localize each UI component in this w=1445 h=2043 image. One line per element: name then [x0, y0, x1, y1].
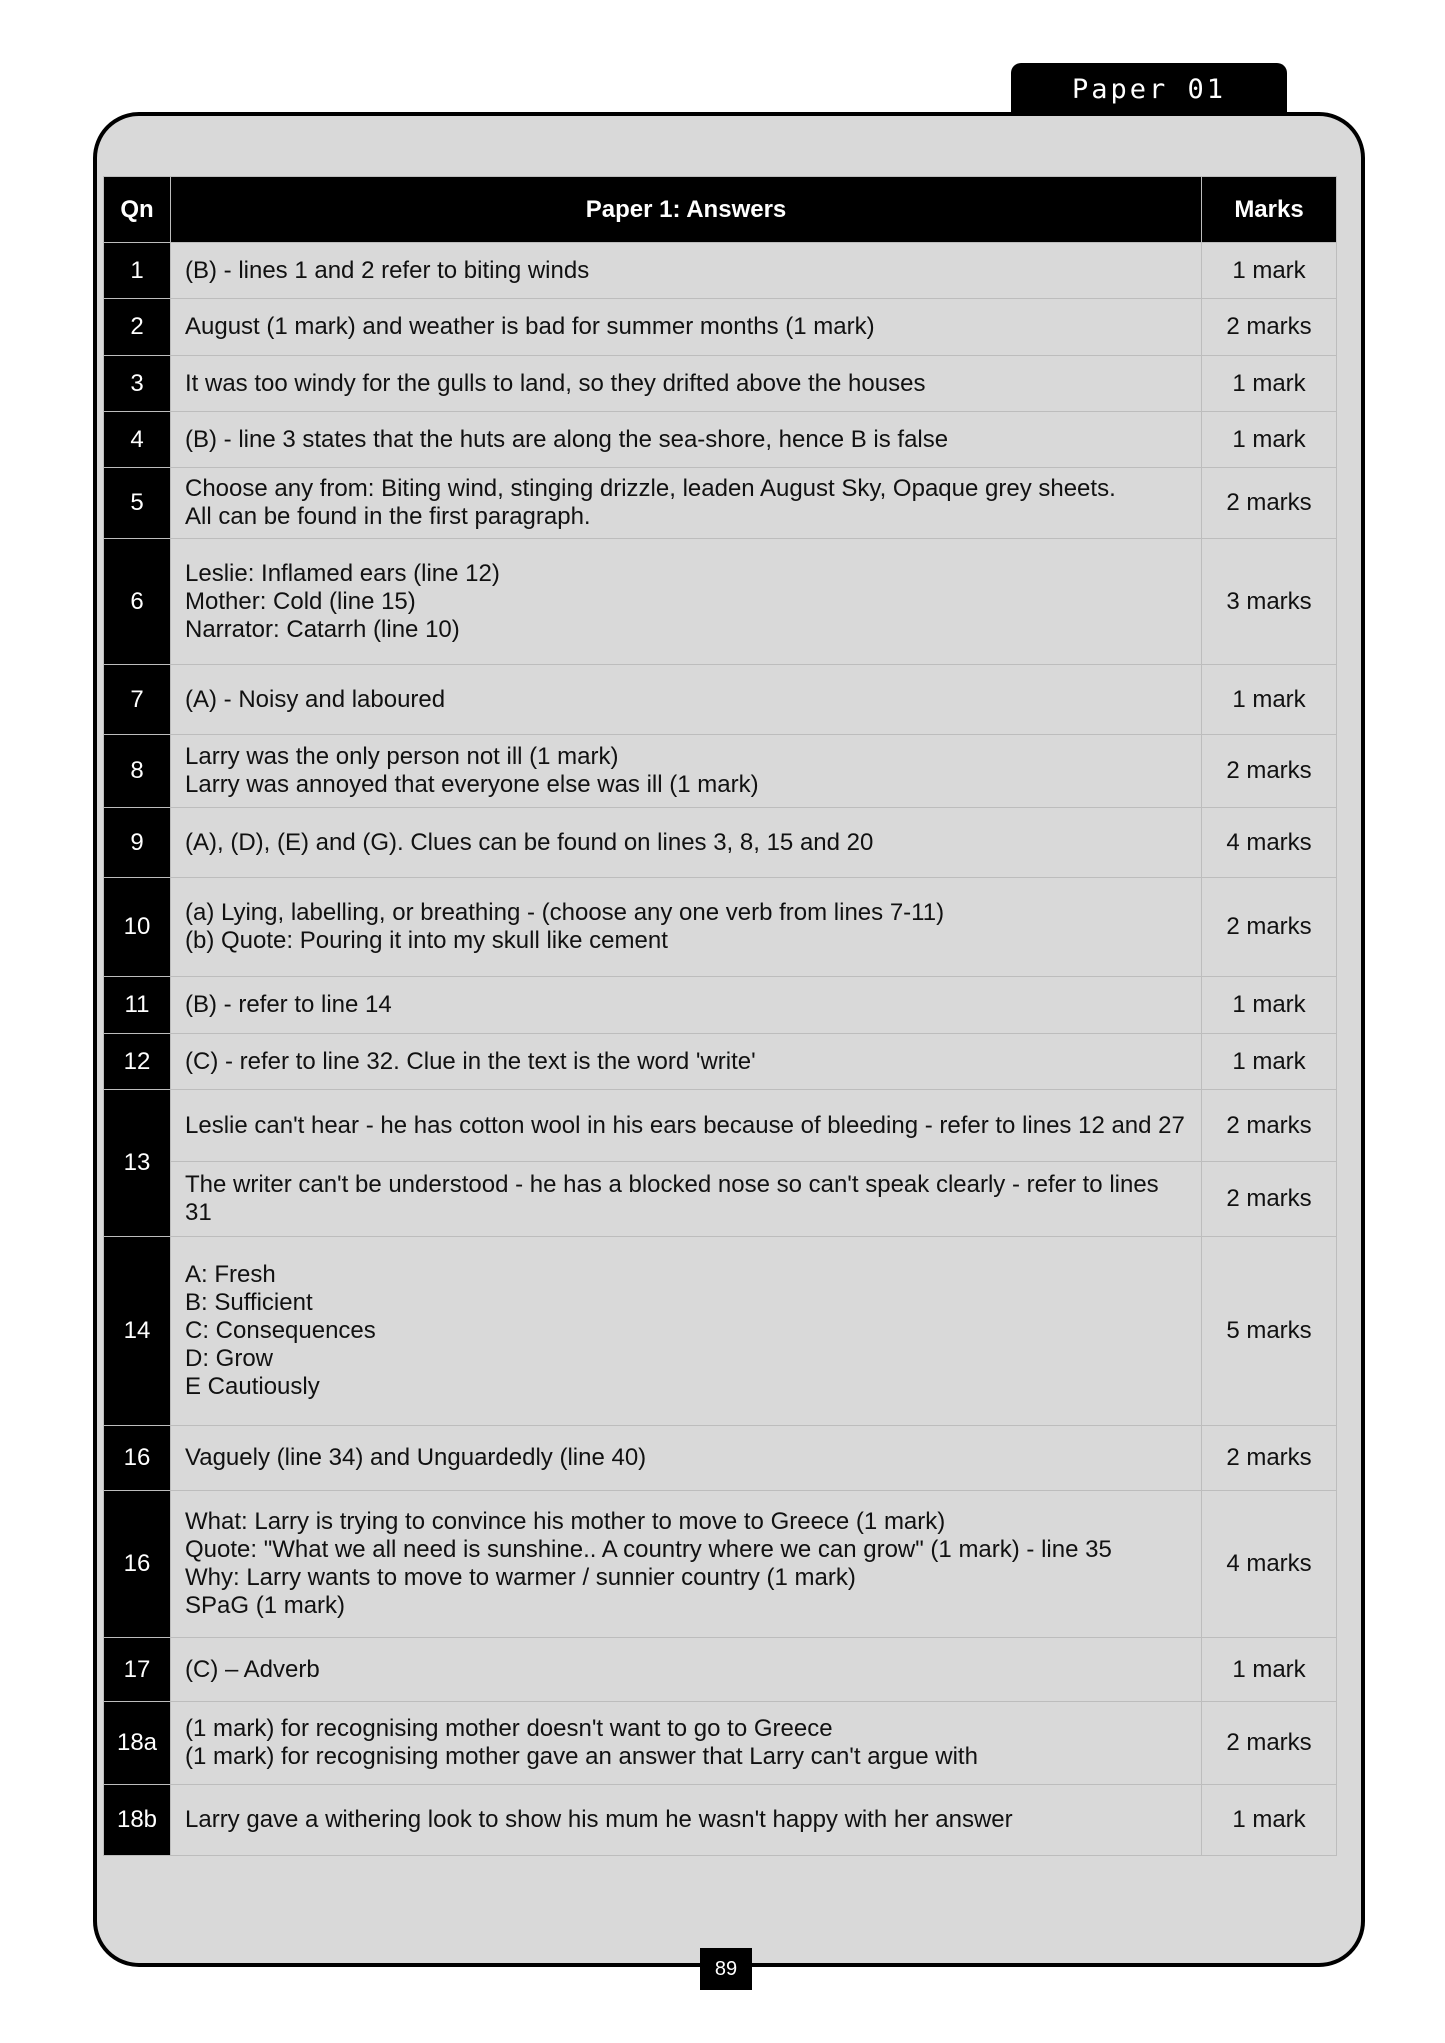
question-number: 12	[104, 1034, 171, 1090]
question-number: 17	[104, 1638, 171, 1702]
marks-value: 2 marks	[1202, 1426, 1337, 1491]
answer-text: Leslie: Inflamed ears (line 12) Mother: Cold (line 15) Narrator: Catarrh (line 10)	[171, 539, 1202, 665]
table-row	[104, 468, 1337, 539]
answer-text: (A), (D), (E) and (G). Clues can be found on lines 3, 8, 15 and 20	[171, 808, 1202, 878]
answer-text: (B) - line 3 states that the huts are along the sea-shore, hence B is false	[171, 412, 1202, 468]
marks-value: 2 marks	[1202, 468, 1337, 539]
answer-text: (A) - Noisy and laboured	[171, 665, 1202, 735]
header-answers: Paper 1: Answers	[171, 177, 1202, 243]
question-number: 3	[104, 356, 171, 412]
marks-value: 1 mark	[1202, 977, 1337, 1034]
answer-text: Vaguely (line 34) and Unguardedly (line 40)	[171, 1426, 1202, 1491]
table-row	[104, 412, 1337, 468]
answer-text: August (1 mark) and weather is bad for summer months (1 mark)	[171, 299, 1202, 356]
page-number: 89	[700, 1948, 752, 1990]
question-number: 1	[104, 243, 171, 299]
table-row	[104, 299, 1337, 356]
marks-value: 3 marks	[1202, 539, 1337, 665]
answer-text: (1 mark) for recognising mother doesn't want to go to Greece (1 mark) for recognising mother gave an answer that Larry can't argue with	[171, 1702, 1202, 1785]
table-row	[104, 735, 1337, 808]
table-row	[104, 808, 1337, 878]
marks-value: 1 mark	[1202, 665, 1337, 735]
answer-text: Choose any from: Biting wind, stinging drizzle, leaden August Sky, Opaque grey sheets. All can be found in the first paragraph.	[171, 468, 1202, 539]
answer-text: (C) – Adverb	[171, 1638, 1202, 1702]
marks-value: 1 mark	[1202, 412, 1337, 468]
table-row	[104, 356, 1337, 412]
answer-text: (B) - refer to line 14	[171, 977, 1202, 1034]
question-number: 7	[104, 665, 171, 735]
marks-value: 4 marks	[1202, 808, 1337, 878]
marks-value: 1 mark	[1202, 1034, 1337, 1090]
question-number: 16	[104, 1491, 171, 1638]
table-row	[104, 977, 1337, 1034]
table-row	[104, 878, 1337, 977]
table-row	[104, 1491, 1337, 1638]
paper-tab	[1011, 63, 1287, 115]
header-qn: Qn	[104, 177, 171, 243]
question-number: 18a	[104, 1702, 171, 1785]
question-number: 10	[104, 878, 171, 977]
marks-value: 2 marks	[1202, 299, 1337, 356]
table-header-row	[104, 177, 1337, 243]
answer-text: What: Larry is trying to convince his mother to move to Greece (1 mark) Quote: "What we all need is sunshine.. A country where we can grow" (1 mark) - line 35 Why: Larry wants to move to warmer / sunnier country (1 mark) SPaG (1 mark)	[171, 1491, 1202, 1638]
table-row	[104, 1162, 1337, 1237]
marks-value: 5 marks	[1202, 1237, 1337, 1426]
answer-text: (C) - refer to line 32. Clue in the text is the word 'write'	[171, 1034, 1202, 1090]
answers-table	[103, 176, 1337, 1856]
question-number: 11	[104, 977, 171, 1034]
table-row	[104, 1426, 1337, 1491]
table-row	[104, 1638, 1337, 1702]
header-marks: Marks	[1202, 177, 1337, 243]
question-number: 2	[104, 299, 171, 356]
table-row	[104, 1785, 1337, 1856]
question-number: 8	[104, 735, 171, 808]
answer-text: The writer can't be understood - he has a blocked nose so can't speak clearly - refer to lines 31	[171, 1162, 1202, 1237]
table-row	[104, 243, 1337, 299]
marks-value: 2 marks	[1202, 878, 1337, 977]
marks-value: 2 marks	[1202, 1090, 1337, 1162]
marks-value: 2 marks	[1202, 735, 1337, 808]
answer-text: It was too windy for the gulls to land, so they drifted above the houses	[171, 356, 1202, 412]
question-number: 13	[104, 1090, 171, 1237]
table-row	[104, 1034, 1337, 1090]
answer-text: Leslie can't hear - he has cotton wool in his ears because of bleeding - refer to lines 12 and 27	[171, 1090, 1202, 1162]
marks-value: 1 mark	[1202, 243, 1337, 299]
table-row	[104, 665, 1337, 735]
answer-text: A: Fresh B: Sufficient C: Consequences D: Grow E Cautiously	[171, 1237, 1202, 1426]
marks-value: 2 marks	[1202, 1162, 1337, 1237]
answer-text: Larry gave a withering look to show his mum he wasn't happy with her answer	[171, 1785, 1202, 1856]
marks-value: 4 marks	[1202, 1491, 1337, 1638]
question-number: 4	[104, 412, 171, 468]
marks-value: 2 marks	[1202, 1702, 1337, 1785]
question-number: 14	[104, 1237, 171, 1426]
marks-value: 1 mark	[1202, 1638, 1337, 1702]
marks-value: 1 mark	[1202, 1785, 1337, 1856]
answer-text: (B) - lines 1 and 2 refer to biting winds	[171, 243, 1202, 299]
question-number: 5	[104, 468, 171, 539]
paper-tab-label: Paper 01	[1071, 73, 1227, 105]
question-number: 9	[104, 808, 171, 878]
table-row	[104, 1237, 1337, 1426]
question-number: 6	[104, 539, 171, 665]
table-row	[104, 1090, 1337, 1162]
table-row	[104, 1702, 1337, 1785]
question-number: 16	[104, 1426, 171, 1491]
table-row	[104, 539, 1337, 665]
marks-value: 1 mark	[1202, 356, 1337, 412]
answer-text: (a) Lying, labelling, or breathing - (choose any one verb from lines 7-11) (b) Quote: Pouring it into my skull like cement	[171, 878, 1202, 977]
answer-text: Larry was the only person not ill (1 mark) Larry was annoyed that everyone else was ill (1 mark)	[171, 735, 1202, 808]
question-number: 18b	[104, 1785, 171, 1856]
